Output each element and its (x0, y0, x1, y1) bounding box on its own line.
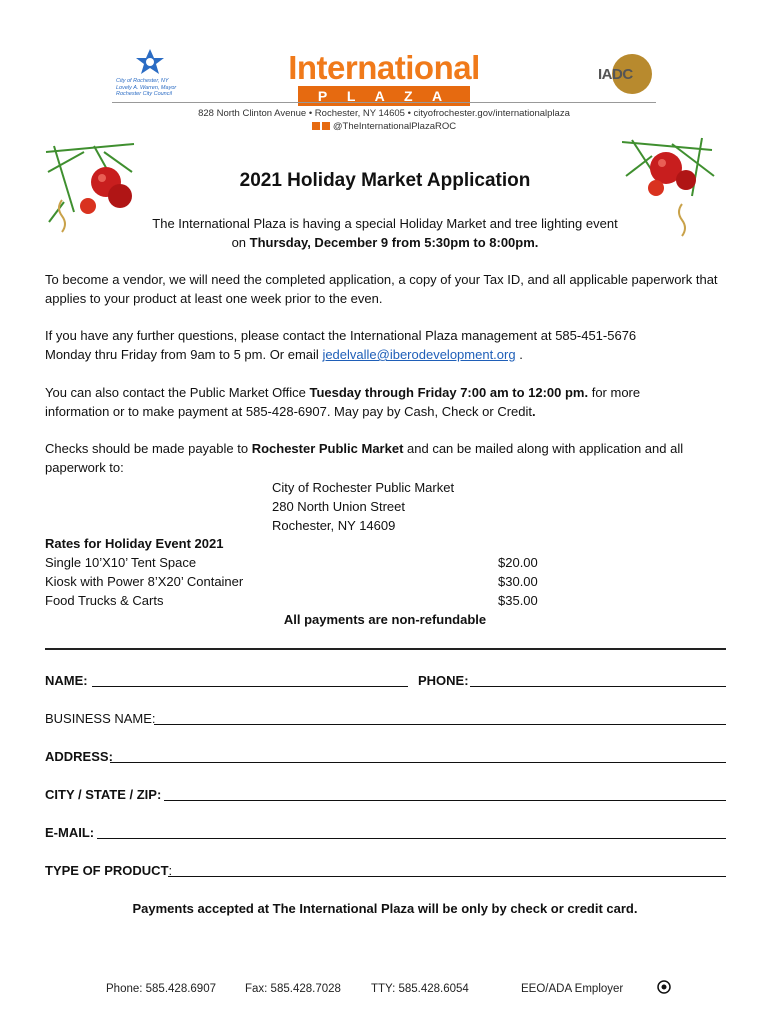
email-field[interactable] (97, 838, 726, 839)
seal-text-line: Rochester City Council (116, 91, 172, 97)
questions-line-1: If you have any further questions, please contact the International Plaza management at 585-451-5676 (45, 328, 637, 343)
social-handle: @TheInternationalPlazaROC (332, 121, 457, 132)
rate-row (45, 591, 545, 610)
footer-fax: Fax: 585.428.7028 (245, 983, 341, 995)
instagram-icon (322, 122, 330, 130)
product-type-text: TYPE OF PRODUCT (45, 863, 169, 878)
brand-wordmark: International (288, 49, 480, 86)
footer-phone: Phone: 585.428.6907 (106, 983, 216, 995)
rate-row (45, 553, 545, 572)
rochester-flower-icon (132, 48, 168, 78)
market-suffix: for more (588, 385, 641, 400)
header-social (112, 121, 656, 132)
address-label: ADDRESS: (45, 749, 113, 764)
market-line-2 (45, 402, 735, 421)
page-title: 2021 Holiday Market Application (239, 170, 531, 191)
rate-label: Kiosk with Power 8’X20’ Container (45, 574, 244, 589)
intro-line-1: The International Plaza is having a special Holiday Market and tree lighting event (152, 216, 618, 231)
product-type-field[interactable] (168, 876, 726, 877)
payment-note: Payments accepted at The International Plaza will be only by check or credit card. (132, 901, 638, 916)
plaza-text: P L A Z A (317, 88, 451, 104)
address-line: Rochester, NY 14609 (272, 518, 396, 533)
address-line: City of Rochester Public Market (272, 480, 455, 495)
plaza-banner (298, 86, 470, 106)
rate-price: $20.00 (498, 555, 538, 570)
international-plaza-logo (276, 50, 492, 108)
rate-row (45, 572, 545, 591)
iadc-text: IADC (598, 66, 633, 83)
refund-note: All payments are non-refundable (283, 612, 487, 627)
intro-prefix: on (231, 235, 250, 250)
iadc-logo (598, 54, 658, 96)
city-state-zip-label: CITY / STATE / ZIP: (45, 787, 162, 802)
intro-line-2 (0, 233, 770, 252)
city-seal-logo (108, 48, 188, 98)
checks-suffix: and can be mailed along with application and all (403, 441, 684, 456)
rates-list (45, 553, 545, 610)
section-divider (45, 648, 726, 650)
city-state-zip-field[interactable] (164, 800, 726, 801)
checks-line-1 (45, 439, 735, 458)
seal-text-line: Lovely A. Warren, Mayor (116, 84, 177, 91)
rate-price: $30.00 (498, 574, 538, 589)
rate-label: Food Trucks & Carts (45, 593, 164, 608)
checks-line-2: paperwork to: (45, 460, 124, 475)
address-line: 280 North Union Street (272, 499, 405, 514)
market-text: You can also contact the Public Market Office (45, 385, 310, 400)
phone-field[interactable] (470, 686, 726, 687)
accessibility-icon (657, 980, 671, 994)
email-label: E-MAIL: (45, 825, 95, 840)
vendor-paragraph: To become a vendor, we will need the completed application, a copy of your Tax ID, and all applicable paperwork that applies to your product at least one week prior to the even. (45, 272, 718, 306)
event-date: Thursday, December 9 from 5:30pm to 8:00pm. (249, 235, 539, 250)
business-name-label: BUSINESS NAME: (45, 711, 156, 726)
questions-line-2 (45, 345, 735, 364)
checks-text: Checks should be made payable to (45, 441, 252, 456)
name-field[interactable] (92, 686, 408, 687)
market-hours: Tuesday through Friday 7:00 am to 12:00 pm. (309, 385, 589, 400)
market-period: . (532, 404, 536, 419)
email-link[interactable]: jedelvalle@iberodevelopment.org (322, 347, 516, 362)
payee-name: Rochester Public Market (251, 441, 404, 456)
questions-suffix: . (515, 347, 523, 362)
facebook-icon (312, 122, 320, 130)
mailing-address (272, 478, 572, 535)
market-line-1 (45, 383, 735, 402)
rate-price: $35.00 (498, 593, 538, 608)
header-address: 828 North Clinton Avenue • Rochester, NY 14605 • cityofrochester.gov/internationalplaza (198, 108, 570, 119)
phone-label: PHONE: (418, 673, 469, 688)
header-rule (112, 102, 656, 103)
footer-eeo: EEO/ADA Employer (521, 983, 624, 995)
footer-tty: TTY: 585.428.6054 (371, 983, 469, 995)
rates-heading: Rates for Holiday Event 2021 (45, 536, 224, 551)
product-type-label (45, 861, 172, 880)
name-label: NAME: (45, 673, 88, 688)
address-field[interactable] (110, 762, 726, 763)
rate-label: Single 10’X10’ Tent Space (45, 555, 197, 570)
business-name-field[interactable] (154, 724, 726, 725)
questions-text: Monday thru Friday from 9am to 5 pm. Or email (45, 347, 323, 362)
market-payment-text: information or to make payment at 585-428-6907. May pay by Cash, Check or Credit (45, 404, 533, 419)
seal-text-line: City of Rochester, NY (116, 78, 169, 84)
product-type-colon: : (168, 863, 173, 878)
